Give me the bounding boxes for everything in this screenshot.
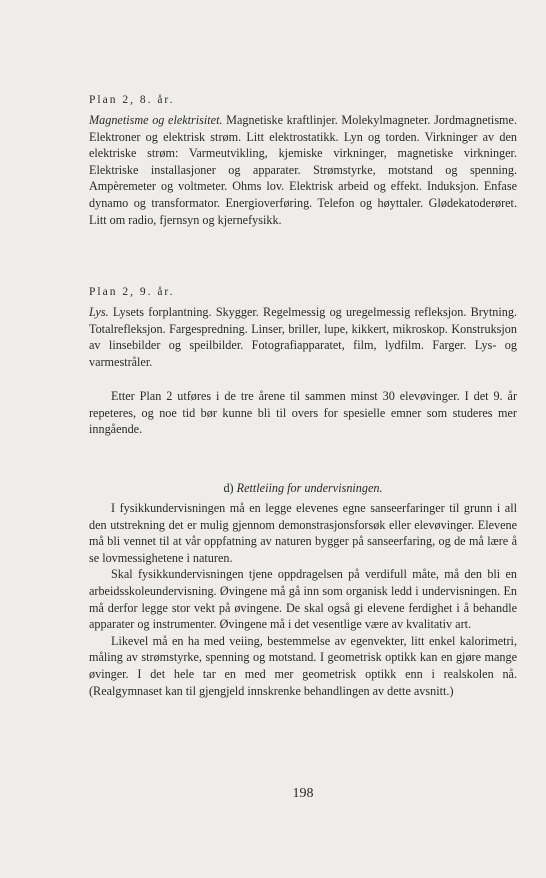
guidance-paragraph-2: Skal fysikkundervisningen tjene oppdragelsen på verdifull måte, må den bli en arbeidsskoleundervisning. Øvingene må gå inn som organisk ledd i undervisningen. En må derfor legge stor vekt på øvingene. De skal også gi elevene ferdighet i å behandle apparater og instrumenter. Øvingene må i det vesentlige være av kvalitativ art.	[89, 567, 517, 632]
plan-8-paragraph	[89, 112, 517, 228]
plan-9-text: Lysets forplantning. Skygger. Regelmessig og uregelmessig refleksjon. Brytning. Totalrefleksjon. Fargespredning. Linser, briller, lupe, kikkert, mikroskop. Konstruksjon av linsebilder og speilbilder. Fotografiapparatet, film, lydfilm. Farger. Lys- og varmestråler.	[89, 305, 517, 369]
section-d-title: Rettleiing for undervisningen.	[236, 481, 383, 495]
section-d-label: d)	[223, 481, 234, 495]
exercises-note: Etter Plan 2 utføres i de tre årene til sammen minst 30 elevøvinger. I det 9. år repeteres, og noe tid bør kunne bli til overs for spesielle emner som studeres mer inngående.	[89, 389, 517, 437]
page-number: 198	[292, 786, 314, 801]
guidance-paragraph-3: Likevel må en ha med veiing, bestemmelse av egenvekter, litt enkel kalorimetri, måling av strømstyrke, spenning og motstand. I geometrisk optikk kan en gjøre mange øvinger. I det hele tar en med mer geometrisk optikk enn i realskolen nå. (Realgymnaset kan til gjengjeld innskrenke behandlingen av dette avsnitt.)	[89, 633, 517, 698]
plan-8-text: Magnetiske kraftlinjer. Molekylmagneter. Jordmagnetisme. Elektroner og elektrisk strøm. Litt elektrostatikk. Lyn og torden. Virkninger av den elektriske strøm: Varmeutvikling, kjemiske virkninger, magnetiske virkninger. Elektriske installasjoner og apparater. Strømstyrke, motstand og spenning. Ampèremeter og voltmeter. Ohms lov. Elektrisk arbeid og effekt. Induksjon. Enfase dynamo og transformator. Energioverføring. Telefon og høyttaler. Glødekatoderøret. Litt om radio, fjernsyn og kjernefysikk.	[89, 113, 517, 227]
plan-9-lead: Lys.	[89, 305, 109, 319]
plan-8-lead: Magnetisme og elektrisitet.	[89, 113, 223, 127]
guidance-text	[89, 500, 517, 699]
guidance-paragraph-1: I fysikkundervisningen må en legge elevenes egne sanseerfaringer til grunn i all den utstrekning det er mulig gjennom demonstrasjonsforsøk eller elevøvinger. Elevene må bli vennet til at vår oppfatning av naturen bygger på sanseerfaring, og de må lære å se lovmessighetene i naturen.	[89, 501, 517, 565]
plan-9-paragraph	[89, 304, 517, 370]
plan-8-heading: Plan 2, 8. år.	[89, 94, 175, 106]
section-d-heading	[89, 480, 517, 497]
plan-9-heading: Plan 2, 9. år.	[89, 286, 175, 298]
